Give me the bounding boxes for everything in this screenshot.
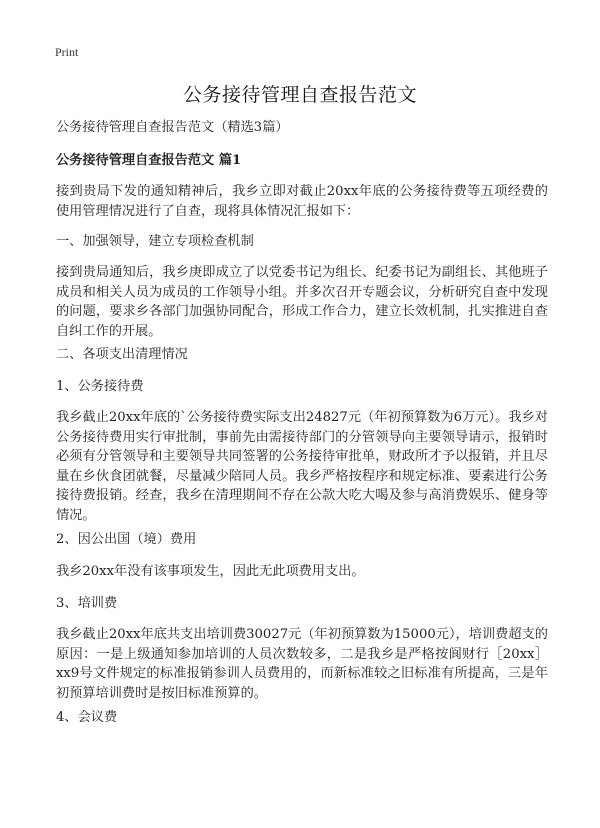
section-1-body: 接到贵局通知后，我乡庚即成立了以党委书记为组长、纪委书记为副组长、其他班子成员和相关人员为成员的工作领导小组。并多次召开专题会议，分析研究自查中发现的问题，要求乡各部门加强协同配合，形成工作合力，建立长效机制，扎实推进自查自纠工作的开展。 <box>56 265 548 339</box>
item-1-body: 我乡截止20xx年底的`公务接待费实际支出24827元（年初预算数为6万元）。我乡对公务接待费用实行审批制，事前先由需接待部门的分管领导向主要领导请示，报销时必须有分管领导和主要领导共同签署的公务接待审批单，财政所才予以报销，并且尽量在乡伙食团就餐，尽量减少陪同人员。我乡严格按程序和规定标准、要素进行公务接待费报销。经查，我乡在清理期间不存在公款大吃大喝及参与高消费娱乐、健身等情况。 <box>56 410 548 523</box>
intro-paragraph: 接到贵局下发的通知精神后，我乡立即对截止20xx年底的公务接待费等五项经费的使用管理情况进行了自查，现将具体情况汇报如下： <box>56 184 548 219</box>
subtitle: 公务接待管理自查报告范文（精选3篇） <box>56 120 289 135</box>
section-2-title: 二、各项支出清理情况 <box>56 347 188 362</box>
item-2-title: 2、因公出国（境）费用 <box>56 532 197 547</box>
item-3-title: 3、培训费 <box>56 596 118 611</box>
item-1-title: 1、公务接待费 <box>56 379 144 394</box>
page-title: 公务接待管理自查报告范文 <box>182 84 417 106</box>
section-1-title: 一、加强领导，建立专项检查机制 <box>56 234 254 249</box>
item-4-title: 4、会议费 <box>56 710 118 725</box>
item-3-body: 我乡截止20xx年底共支出培训费30027元（年初预算数为15000元），培训费超支的原因：一是上级通知参加培训的人员次数较多，二是我乡是严格按阆财行［20xx］xx9号文件规定的标准报销参训人员费用的，而新标准较之旧标准有所提高，三是年初预算培训费时是按旧标准预算的。 <box>56 627 548 701</box>
item-2-body: 我乡20xx年没有该事项发生，因此无此项费用支出。 <box>56 564 365 579</box>
article-heading: 公务接待管理自查报告范文 篇1 <box>56 153 242 168</box>
print-link[interactable]: Print <box>55 45 79 59</box>
